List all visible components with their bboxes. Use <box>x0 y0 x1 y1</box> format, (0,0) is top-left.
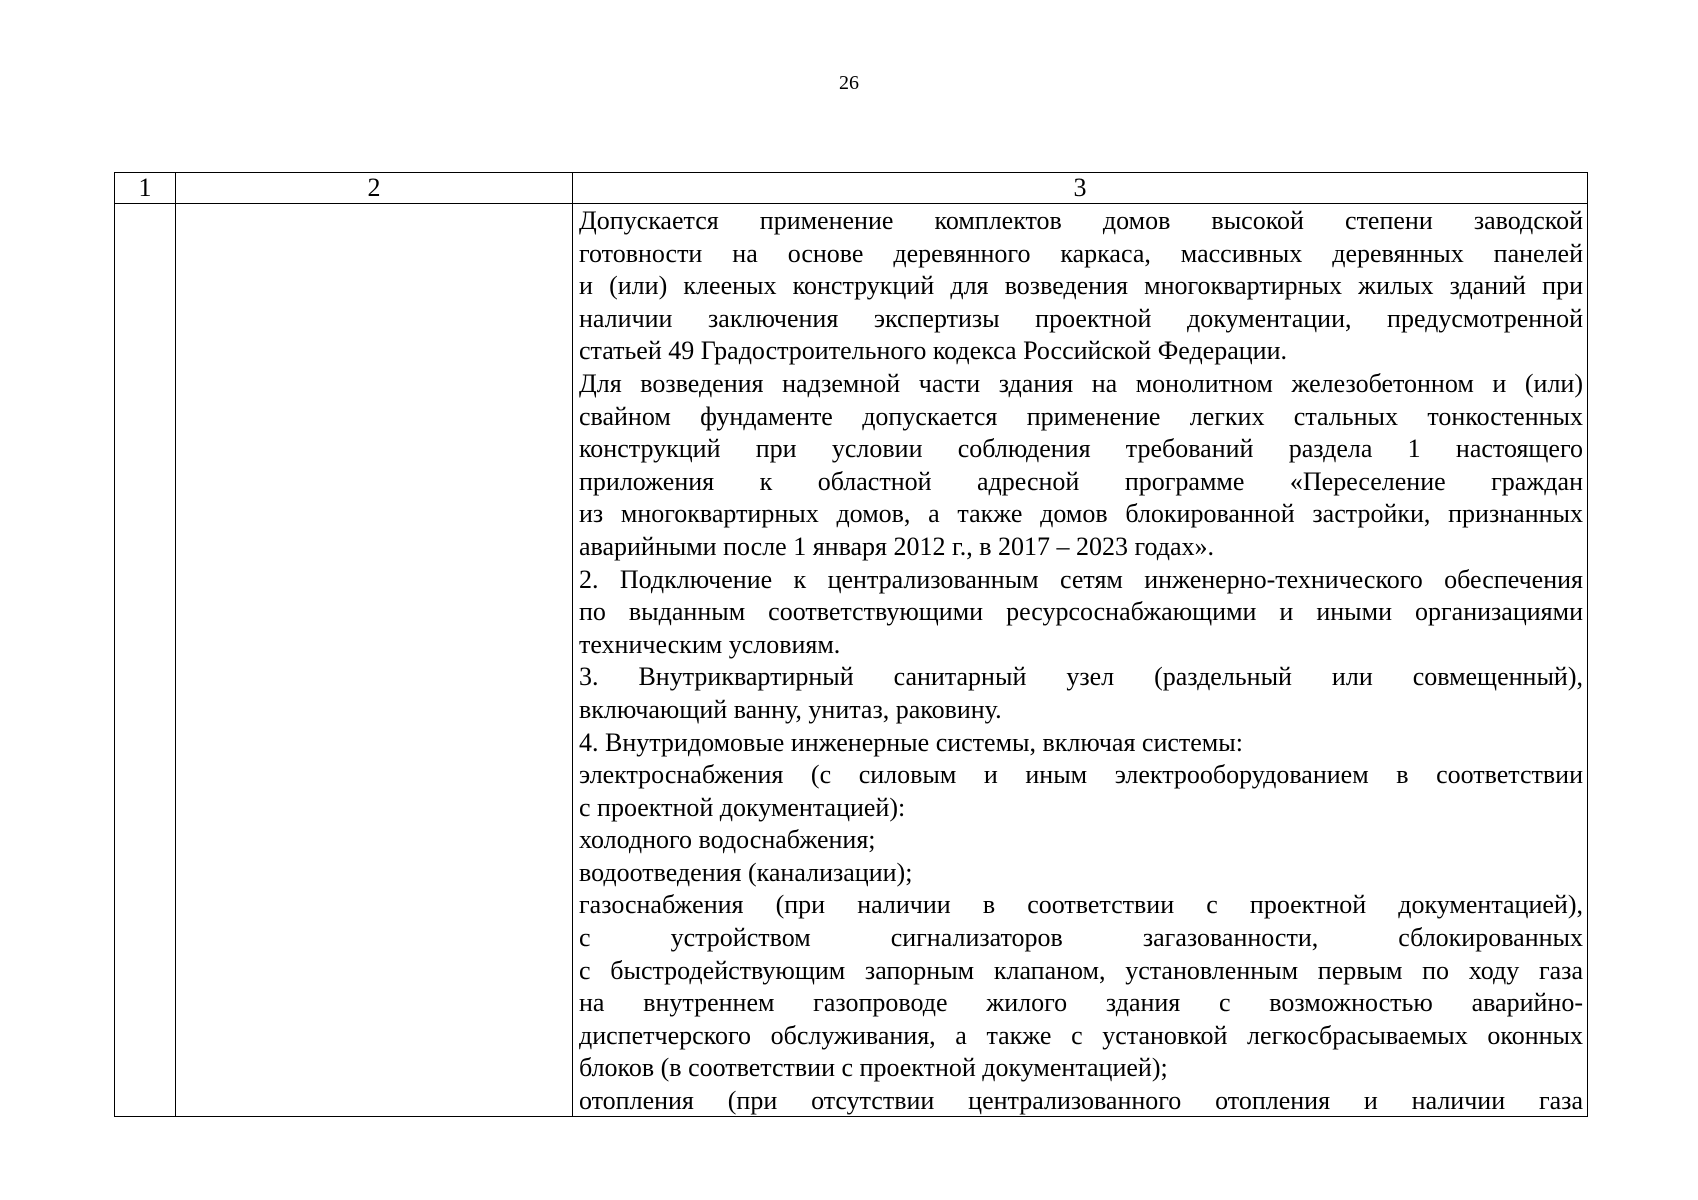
text-line: из многоквартирных домов, а также домов блокированной застройки, признанных <box>579 499 1583 529</box>
column-header-1: 1 <box>115 173 176 204</box>
text-line: водоотведения (канализации); <box>579 857 913 887</box>
text-line: техническим условиям. <box>579 629 841 659</box>
text-line: и (или) клееных конструкций для возведения многоквартирных жилых зданий при <box>579 271 1583 301</box>
text-line: диспетчерского обслуживания, а также с установкой легкосбрасываемых оконных <box>579 1020 1583 1050</box>
text-line: Допускается применение комплектов домов высокой степени заводской <box>579 206 1583 235</box>
text-line: отопления (при отсутствии централизованного отопления и наличии газа <box>579 1086 1583 1116</box>
column-header-2: 2 <box>176 173 573 204</box>
table-row <box>115 204 1588 1117</box>
text-line: с проектной документацией): <box>579 792 906 822</box>
text-line: газоснабжения (при наличии в соответствии с проектной документацией), <box>579 890 1583 920</box>
text-line: готовности на основе деревянного каркаса, массивных деревянных панелей <box>579 238 1583 268</box>
text-line: приложения к областной адресной программе «Переселение граждан <box>579 466 1583 496</box>
text-line: Для возведения надземной части здания на монолитном железобетонном и (или) <box>579 368 1583 398</box>
text-line: холодного водоснабжения; <box>579 825 876 855</box>
text-line: наличии заключения экспертизы проектной документации, предусмотренной <box>579 303 1583 333</box>
text-line: 4. Внутридомовые инженерные системы, включая системы: <box>579 727 1243 757</box>
text-line: конструкций при условии соблюдения требований раздела 1 настоящего <box>579 434 1583 464</box>
text-line: на внутреннем газопроводе жилого здания с возможностью аварийно- <box>579 988 1583 1018</box>
table-cell-col1 <box>115 204 176 1117</box>
text-line: блоков (в соответствии с проектной документацией); <box>579 1053 1168 1083</box>
text-line: 2. Подключение к централизованным сетям инженерно-технического обеспечения <box>579 564 1583 594</box>
text-line: аварийными после 1 января 2012 г., в 2017 – 2023 годах». <box>579 531 1215 561</box>
text-line: по выданным соответствующими ресурсоснабжающими и иными организациями <box>579 597 1583 627</box>
page-number: 26 <box>839 72 859 94</box>
text-line: с устройством сигнализаторов загазованности, сблокированных <box>579 923 1583 953</box>
text-line: свайном фундаменте допускается применение легких стальных тонкостенных <box>579 401 1583 431</box>
table-header-row <box>115 173 1588 204</box>
column-header-3: 3 <box>573 173 1588 204</box>
document-table <box>114 172 1588 1117</box>
text-line: 3. Внутриквартирный санитарный узел (раздельный или совмещенный), <box>579 662 1583 692</box>
table-cell-col2 <box>176 204 573 1117</box>
text-line: статьей 49 Градостроительного кодекса Российской Федерации. <box>579 336 1288 366</box>
text-line: электроснабжения (с силовым и иным электрооборудованием в соответствии <box>579 760 1583 790</box>
cell-text-block <box>573 204 1587 1116</box>
text-line: с быстродействующим запорным клапаном, установленным первым по ходу газа <box>579 955 1583 985</box>
table-cell-col3 <box>573 204 1588 1117</box>
text-line: включающий ванну, унитаз, раковину. <box>579 694 1002 724</box>
